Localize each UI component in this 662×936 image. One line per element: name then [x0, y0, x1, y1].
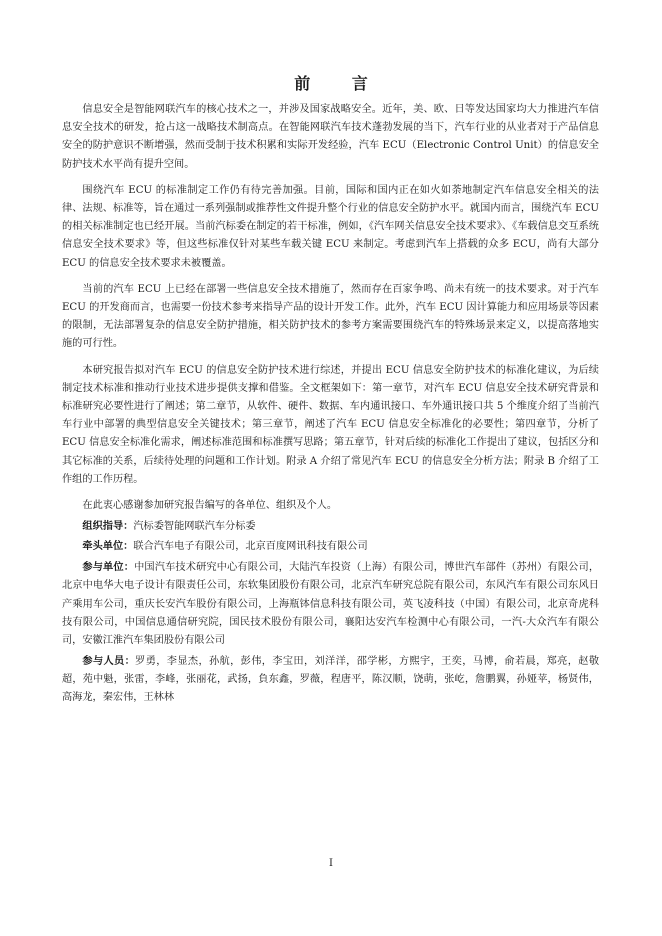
paragraph-3: 当前的汽车 ECU 上已经在部署一些信息安全技术措施了，然而存在百家争鸣、尚未有统一的技术要求。对于汽车 ECU 的开发商而言，也需要一份技术参考来指导产品的设计开发工作。此外，汽车 ECU 因计算能力和应用场景等因素的限制，无法部署复杂的信息安全防护措施，相关防护技术的参考方案需要围绕汽车的特殊场景来定义，以提高落地实施的可行性。: [62, 283, 599, 350]
lead-line: [62, 538, 599, 556]
paragraph-5: 在此衷心感谢参加研究报告编写的各单位、组织及个人。: [82, 500, 338, 512]
participants-value: 中国汽车技术研究中心有限公司，大陆汽车投资（上海）有限公司，博世汽车部件（苏州）有限公司，北京中电华大电子设计有限责任公司，东软集团股份有限公司，北京汽车研究总院有限公司，东风汽车有限公司东风日产乘用车公司，重庆长安汽车股份有限公司，上海瓶钵信息科技有限公司，英飞凌科技（中国）有限公司，北京奇虎科技有限公司，中国信息通信研究院，国民技术股份有限公司，襄阳达安汽车检测中心有限公司，一汽-大众汽车有限公司，安徽江淮汽车集团股份有限公司: [62, 562, 600, 646]
guidance-label: 组织指导：: [82, 520, 134, 532]
paragraph-2: 围绕汽车 ECU 的标准制定工作仍有待完善加强。目前，国际和国内正在如火如荼地制定汽车信息安全相关的法律、法规、标准等，旨在通过一系列强制或推荐性文件提升整个行业的信息安全防护水平。就国内而言，围绕汽车 ECU 的相关标准制定也已经开展。当前汽标委在制定的若干标准，例如，《汽车网关信息安全技术要求》、《车载信息交互系统信息安全技术要求》等，但这些标准仅针对某些车载关键 ECU 来制定。考虑到汽车上搭载的众多 ECU，尚有大部分 ECU 的信息安全技术要求未被覆盖。: [62, 184, 599, 269]
paragraph-1: 信息安全是智能网联汽车的核心技术之一，并涉及国家战略安全。近年，美、欧、日等发达国家均大力推进汽车信息安全技术的研发，抢占这一战略技术制高点。在智能网联汽车技术蓬勃发展的当下，汽车行业的从业者对于产品信息安全的防护意识不断增强，然而受制于技术积累和实际开发经验，汽车 ECU（Electronic Control Unit）的信息安全防护技术水平尚有提升空间。: [62, 104, 599, 170]
members-value: 罗勇，李显杰，孙航，彭伟，李宝田，刘洋洋，邵学彬，方熙宇，王奕，马博，俞若晨，郑亮，赵敬超，苑中魁，张雷，李峰，张丽花，武扬，負东鑫，罗薇，程唐平，陈汉顺，饶萌，张屹，詹鹏翼，孙娅苹，杨贤伟，高海龙，秦宏伟，王林林: [62, 655, 600, 704]
guidance-value: 汽标委智能网联汽车分标委: [133, 520, 256, 532]
lead-label: 牵头单位：: [82, 541, 134, 553]
paragraph-4: 本研究报告拟对汽车 ECU 的信息安全防护技术进行综述，并提出 ECU 信息安全防护技术的标准化建议，为后续制定技术标准和推动行业技术进步提供支撑和借鉴。全文框架如下：第一章节，对汽车 ECU 信息安全技术研究背景和标准研究必要性进行了阐述；第二章节，从软件、硬件、数据、车内通讯接口、车外通讯接口共 5 个维度介绍了当前汽车行业中部署的典型信息安全关键技术；第三章节，阐述了汽车 ECU 信息安全标准化的必要性；第四章节，分析了 ECU 信息安全标准化需求，阐述标准范围和标准撰写思路；第五章节，针对后续的标准化工作提出了建议，包括区分和其它标准的关系，后续待处理的问题和工作计划。附录 A 介绍了常见汽车 ECU 的信息安全分析方法；附录 B 介绍了工作组的工作历程。: [62, 364, 599, 485]
lead-value: 联合汽车电子有限公司，北京百度网讯科技有限公司: [133, 541, 368, 553]
guidance-line: [62, 518, 599, 536]
participants-label: 参与单位：: [82, 562, 135, 574]
members-label: 参与人员：: [82, 655, 136, 667]
page-number: I: [329, 858, 333, 869]
participants-line: [62, 559, 599, 650]
members-line: [62, 653, 599, 708]
preface-body: [62, 101, 599, 710]
page-title: 前 言: [294, 74, 386, 93]
